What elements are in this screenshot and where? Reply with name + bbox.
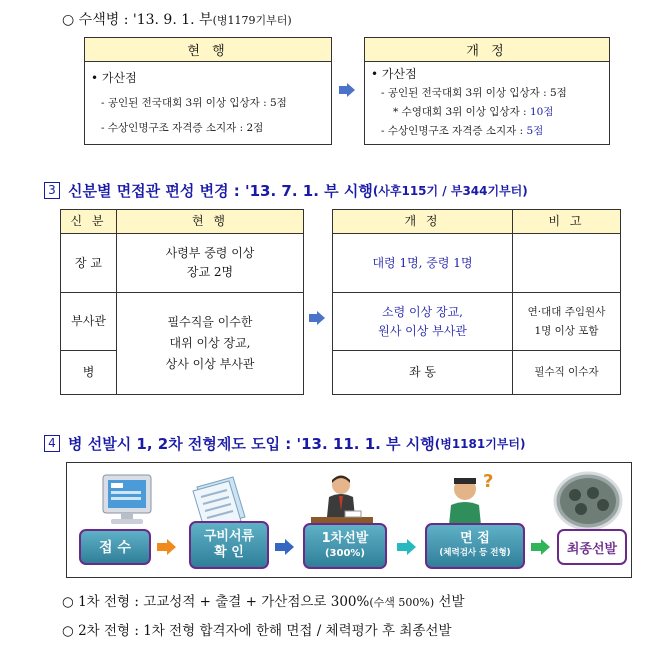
revised-item2-value: 10점	[529, 106, 554, 118]
first-screening-small: (수색 500%)	[369, 596, 435, 609]
current-examiner-table	[60, 209, 304, 395]
note-nco	[513, 293, 621, 351]
section4-number: 4	[44, 435, 60, 452]
section4-title-sub: (병1181기부터)	[434, 437, 526, 451]
current-bonus-bullet: • 가산점	[91, 71, 137, 85]
revised-nco-line1: 소령 이상 장교,	[382, 304, 463, 319]
step-first-selection-sub: (300%)	[324, 548, 366, 559]
flow-arrow-icon	[275, 539, 294, 555]
header-current: 현 행	[117, 210, 304, 234]
current-officer-line2: 장교 2명	[186, 265, 234, 279]
note-enlisted: 필수직 이수자	[513, 351, 621, 395]
current-bonus-box	[84, 37, 332, 145]
step-final-selection-label: 최종선발	[566, 541, 618, 557]
current-officer	[117, 234, 304, 293]
flow-arrow-icon	[397, 539, 416, 555]
current-merged-line3: 상사 이상 부사관	[165, 357, 255, 371]
step-final-selection-button	[557, 529, 627, 565]
first-screening-end: 선발	[434, 594, 465, 610]
first-screening-note	[62, 590, 465, 610]
note-nco-line2: 1명 이상 포함	[534, 324, 599, 337]
current-merged-line1: 필수직을 이수한	[167, 315, 253, 329]
header-revised: 개 정	[333, 210, 513, 234]
rank-nco: 부사관	[61, 293, 117, 351]
current-merged	[117, 293, 304, 395]
soldiers-photo-icon	[553, 471, 623, 531]
flow-arrow-icon	[531, 539, 550, 555]
revised-item3-value: 5점	[526, 125, 544, 137]
revised-bonus-item3	[371, 122, 603, 141]
section4-heading	[44, 433, 526, 454]
first-screening-main: ○ 1차 전형 : 고교성적 + 출결 + 가산점으로 300%	[62, 594, 370, 610]
step-first-selection-label: 1차선발	[321, 531, 369, 546]
step-documents-label: 구비서류 확 인	[203, 529, 255, 560]
revised-bonus-box	[364, 37, 610, 145]
revised-nco-line2: 원사 이상 부사관	[378, 323, 467, 338]
selection-process-panel	[66, 462, 632, 578]
section3-title-sub: (사후115기 / 부344기부터)	[372, 184, 528, 198]
step-receipt-label: 접 수	[99, 540, 131, 556]
step-interview-label: 면 접	[460, 531, 490, 546]
revised-nco	[333, 293, 513, 351]
revised-box-header: 개 정	[365, 38, 609, 62]
rank-officer: 장 교	[61, 234, 117, 293]
revised-item2-prefix: * 수영대회 3위 이상 입상자 :	[393, 106, 530, 118]
revised-bonus-bullet: • 가산점	[371, 67, 417, 81]
revised-examiner-table	[332, 209, 621, 395]
header-rank: 신 분	[61, 210, 117, 234]
note-officer	[513, 234, 621, 293]
section1-title-main: ○ 수색병 : '13. 9. 1. 부	[62, 12, 213, 28]
second-screening-note: ○ 2차 전형 : 1차 전형 합격자에 한해 면접 / 체력평가 후 최종선발	[62, 623, 452, 639]
current-merged-line2: 대위 이상 장교,	[169, 336, 251, 350]
step-interview-button	[425, 523, 525, 569]
thinking-person-icon	[439, 469, 499, 531]
revised-bonus-item1: - 공인된 전국대회 3위 이상 입상자 : 5점	[381, 87, 567, 99]
revised-item3-prefix: - 수상인명구조 자격증 소지자 :	[381, 125, 527, 137]
section3-heading	[44, 180, 528, 201]
section3-number: 3	[44, 182, 60, 199]
header-note: 비 고	[513, 210, 621, 234]
right-arrow-icon	[309, 311, 325, 325]
right-arrow-icon	[339, 83, 355, 97]
note-nco-line1: 연·대대 주임원사	[527, 305, 606, 318]
revised-officer: 대령 1명, 중령 1명	[333, 234, 513, 293]
revised-bonus-item2	[371, 103, 603, 122]
step-documents-button	[189, 521, 269, 569]
step-interview-sub: (체력검사 등 전형)	[439, 548, 511, 558]
flow-arrow-icon	[157, 539, 176, 555]
svg-text:?: ?	[483, 471, 494, 492]
section4-title: 병 선발시 1, 2차 전형제도 도입 : '13. 11. 1. 부 시행	[68, 435, 435, 453]
revised-enlisted: 좌 동	[333, 351, 513, 395]
step-first-selection-button	[303, 523, 387, 569]
section3-title: 신분별 면접관 편성 변경 : '13. 7. 1. 부 시행	[68, 182, 373, 200]
section1-title	[62, 9, 292, 29]
current-officer-line1: 사령부 중령 이상	[165, 246, 255, 260]
rank-enlisted: 병	[61, 351, 117, 395]
step-receipt-button	[79, 529, 151, 565]
current-box-header: 현 행	[85, 38, 331, 62]
current-bonus-item2: - 수상인명구조 자격증 소지자 : 2점	[101, 122, 264, 134]
section1-title-sub: (병1179기부터)	[212, 14, 292, 27]
computer-monitor-icon	[97, 471, 157, 531]
current-bonus-item1: - 공인된 전국대회 3위 이상 입상자 : 5점	[101, 97, 287, 109]
